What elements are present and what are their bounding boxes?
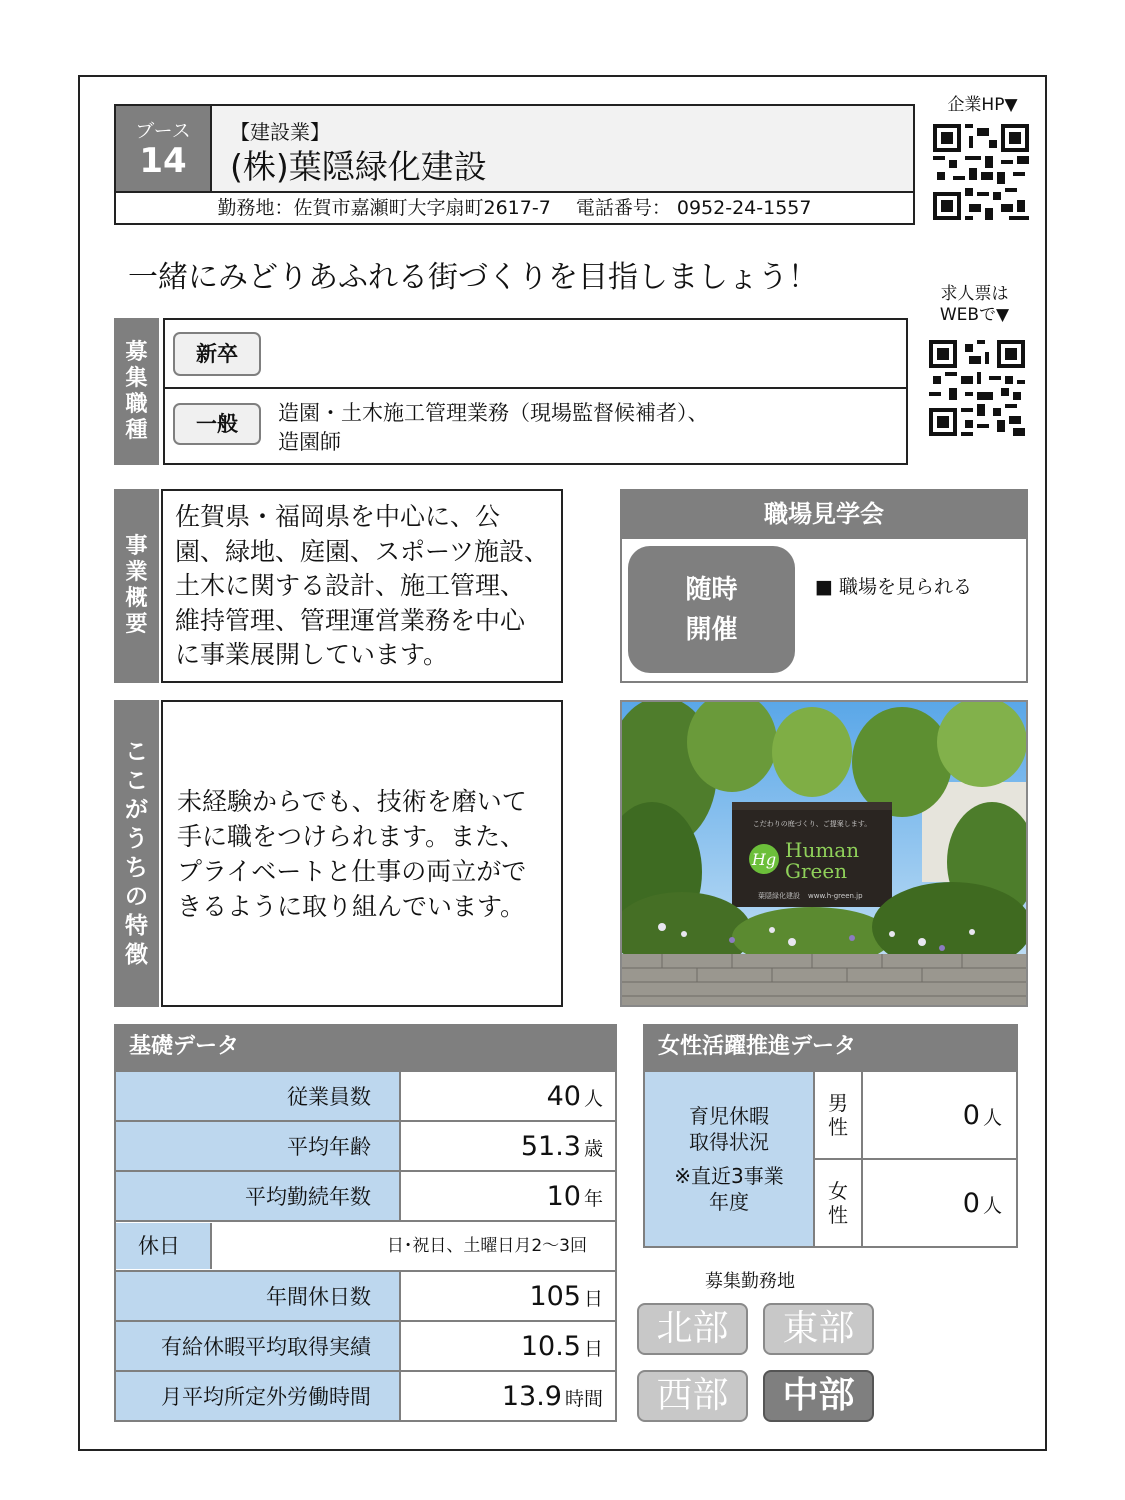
row-value: 10.5 日 xyxy=(400,1321,616,1371)
sign-tagline: こだわりの庭づくり、ご提案します。 xyxy=(752,820,872,828)
location-west: 西部 xyxy=(637,1370,748,1422)
table-row xyxy=(115,1171,616,1221)
features-tab-char: の xyxy=(125,883,148,910)
recruit-tab-char: 職 xyxy=(125,391,148,417)
web-qr-label-line2: WEBで▼ xyxy=(939,305,1010,325)
hp-qr-label: 企業HP▼ xyxy=(947,95,1018,115)
visit-badge-line2: 開催 xyxy=(685,614,738,645)
location-central: 中部 xyxy=(763,1370,874,1422)
sign-url: www.h-green.jp xyxy=(808,892,863,900)
row-value: 10 年 xyxy=(400,1171,616,1221)
recruit-tab xyxy=(114,318,159,465)
sign-name1: Human xyxy=(785,838,860,862)
visit-item: ■ 職場を見られる xyxy=(815,576,972,598)
locations-label: 募集勤務地 xyxy=(705,1271,795,1292)
features-tab-char: 特 xyxy=(125,912,148,939)
male-value: 0 人 xyxy=(862,1071,1017,1159)
recruit-tab-char: 募 xyxy=(125,339,148,365)
table-row xyxy=(644,1071,1017,1159)
company-header xyxy=(210,104,915,193)
features-tab-char: う xyxy=(125,825,148,852)
business-text: 佐賀県・福岡県を中心に、公園、緑地、庭園、スポーツ施設、土木に関する設計、施工管理、維持管理、管理運営業務を中心に事業展開しています。 xyxy=(161,489,563,683)
features-tab-char: 徴 xyxy=(125,941,148,968)
row-value: 51.3 歳 xyxy=(400,1121,616,1171)
table-row xyxy=(115,1071,616,1121)
holiday-label: 休日 xyxy=(116,1223,212,1269)
female-value: 0 人 xyxy=(862,1159,1017,1247)
women-data-title: 女性活躍推進データ xyxy=(643,1024,1018,1070)
features-text: 未経験からでも、技術を磨いて手に職をつけられます。また、プライベートと仕事の両立ができるように取り組んでいます。 xyxy=(177,786,527,921)
holiday-row xyxy=(115,1221,616,1271)
location-north: 北部 xyxy=(637,1303,748,1355)
table-row xyxy=(115,1121,616,1171)
newgrad-row xyxy=(165,320,906,389)
company-name: (株)葉隠緑化建設 xyxy=(230,147,487,186)
childcare-leave-label: 育児休暇 取得状況 ※直近3事業 年度 xyxy=(644,1071,814,1247)
general-jobs-line1: 造園・土木施工管理業務（現場監督候補者）、 xyxy=(278,401,709,425)
booth-number: 14 xyxy=(139,141,187,181)
business-tab-char: 要 xyxy=(125,612,148,637)
recruit-tab-char: 集 xyxy=(125,365,148,391)
row-label: 有給休暇平均取得実績 xyxy=(115,1321,400,1371)
basic-data-table xyxy=(114,1070,617,1422)
web-qr-label-line1: 求人票は xyxy=(940,284,1009,304)
hp-qr-code[interactable] xyxy=(933,124,1029,220)
women-data-table xyxy=(643,1070,1018,1248)
features-box xyxy=(161,700,563,1007)
features-tab xyxy=(114,700,159,1007)
recruit-box xyxy=(163,318,908,465)
address-bar: 勤務地：佐賀市嘉瀬町大字扇町2617-7 電話番号： 0952-24-1557 xyxy=(114,191,915,225)
business-tab-char: 事 xyxy=(125,534,148,559)
company-photo xyxy=(620,700,1028,1007)
web-qr-code[interactable] xyxy=(929,340,1025,436)
holiday-value: 日･祝日、土曜日月2～3回 xyxy=(386,1236,587,1256)
row-label: 年間休日数 xyxy=(115,1271,400,1321)
basic-data-title: 基礎データ xyxy=(114,1024,617,1070)
male-label: 男 性 xyxy=(814,1071,862,1159)
booth-label: ブース xyxy=(135,120,191,142)
features-tab-char: こ xyxy=(125,738,148,765)
features-tab-char: こ xyxy=(125,767,148,794)
sign-company: 葉隠緑化建設 xyxy=(758,892,800,900)
web-qr-label xyxy=(922,284,1027,326)
business-tab-char: 概 xyxy=(125,586,148,611)
table-row xyxy=(115,1271,616,1321)
general-jobs xyxy=(278,399,709,457)
industry-label: 【建設業】 xyxy=(230,120,330,144)
sign-logo: Hg xyxy=(751,850,777,869)
table-row xyxy=(115,1371,616,1421)
recruit-tab-char: 種 xyxy=(125,417,148,443)
slogan: 一緒にみどりあふれる街づくりを目指しましょう！ xyxy=(128,260,818,295)
location-east: 東部 xyxy=(763,1303,874,1355)
row-value: 105 日 xyxy=(400,1271,616,1321)
female-label: 女 性 xyxy=(814,1159,862,1247)
row-value: 13.9 時間 xyxy=(400,1371,616,1421)
sign-name2: Green xyxy=(785,859,848,883)
row-value: 40 人 xyxy=(400,1071,616,1121)
general-jobs-line2: 造園師 xyxy=(278,430,341,454)
general-row xyxy=(165,389,906,463)
row-label: 平均年齢 xyxy=(115,1121,400,1171)
features-tab-char: が xyxy=(125,796,148,823)
row-label: 平均勤続年数 xyxy=(115,1171,400,1221)
general-badge: 一般 xyxy=(173,403,261,445)
visit-badge-line1: 随時 xyxy=(685,574,738,605)
table-row xyxy=(115,1321,616,1371)
newgrad-badge: 新卒 xyxy=(173,332,261,376)
features-tab-char: ち xyxy=(125,854,148,881)
garden-sign-image xyxy=(622,702,1026,1005)
visit-title: 職場見学会 xyxy=(620,489,1028,539)
business-tab xyxy=(114,489,159,683)
visit-badge xyxy=(628,546,795,673)
booth-badge xyxy=(114,104,212,193)
row-label: 月平均所定外労働時間 xyxy=(115,1371,400,1421)
business-tab-char: 業 xyxy=(125,560,148,585)
row-label: 従業員数 xyxy=(115,1071,400,1121)
